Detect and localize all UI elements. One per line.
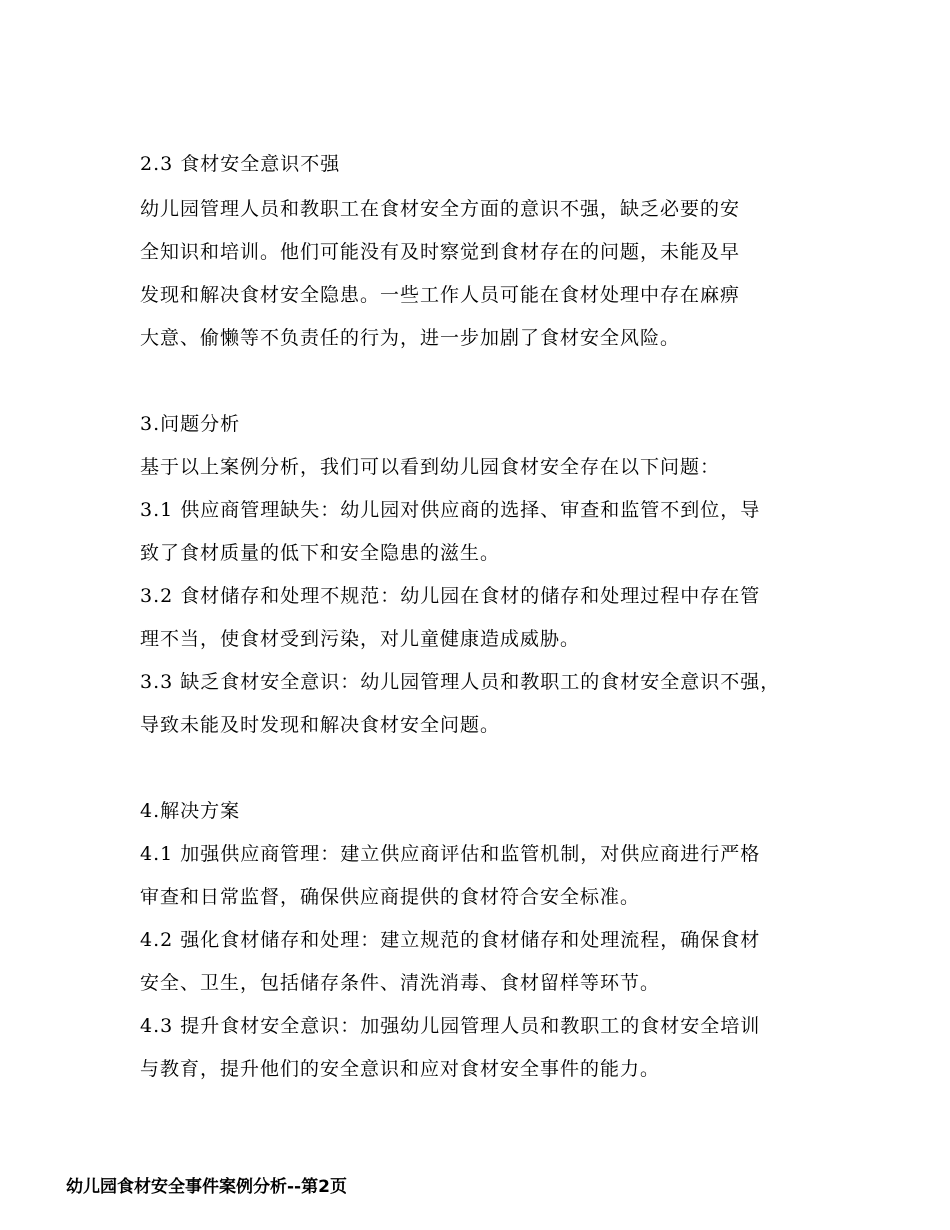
paragraph-line: 4.1 加强供应商管理：建立供应商评估和监管机制，对供应商进行严格 xyxy=(140,843,761,865)
paragraph-line: 4.3 提升食材安全意识：加强幼儿园管理人员和教职工的食材安全培训 xyxy=(140,1015,761,1037)
paragraph-line: 导致未能及时发现和解决食材安全问题。 xyxy=(140,714,501,736)
paragraph-line: 4.2 强化食材储存和处理：建立规范的食材储存和处理流程，确保食材 xyxy=(140,929,761,951)
page-footer: 幼儿园食材安全事件案例分析--第2页 xyxy=(66,1177,347,1197)
paragraph-line: 基于以上案例分析，我们可以看到幼儿园食材安全存在以下问题： xyxy=(140,456,721,478)
paragraph-line: 审查和日常监督，确保供应商提供的食材符合安全标准。 xyxy=(140,886,641,908)
paragraph-line: 与教育，提升他们的安全意识和应对食材安全事件的能力。 xyxy=(140,1058,661,1080)
section-heading: 2.3 食材安全意识不强 xyxy=(140,153,341,175)
paragraph-line: 3.2 食材储存和处理不规范：幼儿园在食材的储存和处理过程中存在管 xyxy=(140,585,761,607)
paragraph-line: 幼儿园管理人员和教职工在食材安全方面的意识不强，缺乏必要的安 xyxy=(140,198,741,220)
paragraph-line: 3.1 供应商管理缺失：幼儿园对供应商的选择、审查和监管不到位，导 xyxy=(140,499,761,521)
paragraph-line: 安全、卫生，包括储存条件、清洗消毒、食材留样等环节。 xyxy=(140,972,661,994)
paragraph-line: 大意、偷懒等不负责任的行为，进一步加剧了食材安全风险。 xyxy=(140,327,681,349)
section-heading: 3.问题分析 xyxy=(140,413,241,435)
paragraph-line: 致了食材质量的低下和安全隐患的滋生。 xyxy=(140,542,501,564)
paragraph-line: 全知识和培训。他们可能没有及时察觉到食材存在的问题，未能及早 xyxy=(140,241,741,263)
paragraph-line: 3.3 缺乏食材安全意识：幼儿园管理人员和教职工的食材安全意识不强， xyxy=(140,671,781,693)
paragraph-line: 理不当，使食材受到污染，对儿童健康造成威胁。 xyxy=(140,628,581,650)
section-heading: 4.解决方案 xyxy=(140,800,241,822)
paragraph-line: 发现和解决食材安全隐患。一些工作人员可能在食材处理中存在麻痹 xyxy=(140,284,741,306)
